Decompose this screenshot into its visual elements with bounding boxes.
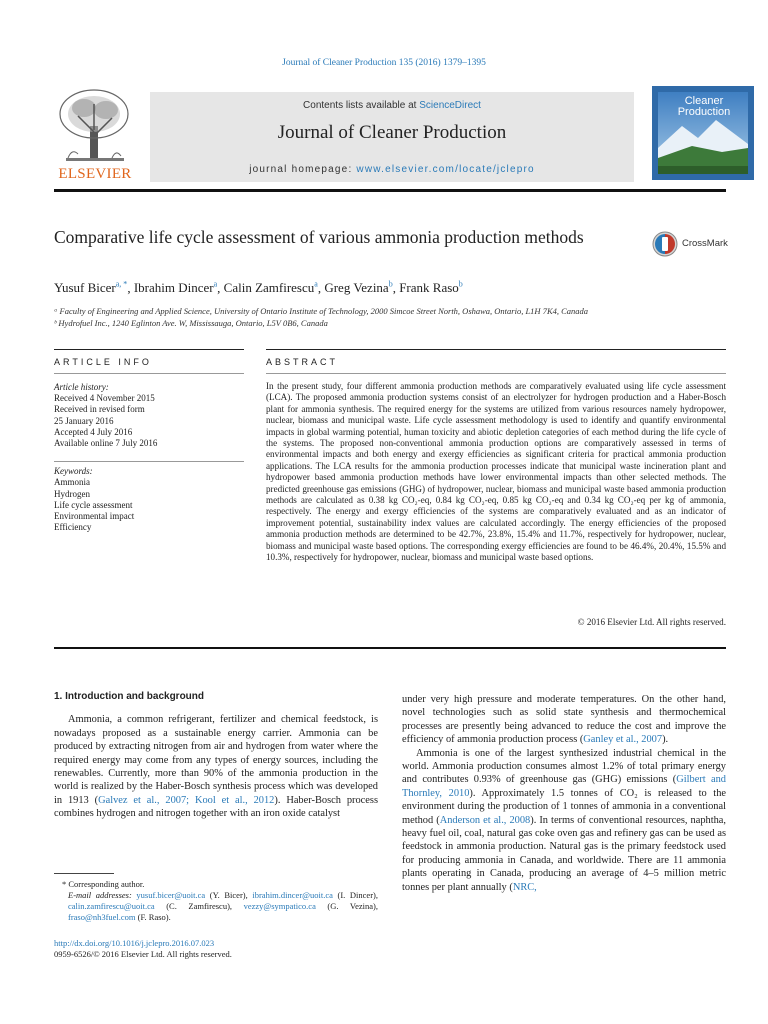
author[interactable]: Yusuf Bicer$^{a, *}$	[54, 280, 128, 296]
keyword: Life cycle assessment	[54, 499, 133, 510]
author-list: Yusuf Bicer$^{a, *}$, Ibrahim Dincer$^a$, Calin Zamfirescu$^a$, Greg Vezina$^b$, Frank Raso$^b$	[54, 280, 463, 296]
homepage-prefix: journal homepage:	[249, 164, 353, 175]
body-right-column	[402, 693, 726, 894]
journal-masthead	[54, 84, 754, 186]
history-item: 25 January 2016	[54, 415, 114, 426]
history-label: Article history:	[54, 382, 109, 392]
corresponding-author-note: * Corresponding author.	[62, 879, 145, 889]
journal-cover-image[interactable]	[652, 86, 754, 180]
publisher-name: ELSEVIER	[58, 166, 132, 182]
masthead-rule	[54, 189, 726, 192]
sciencedirect-link[interactable]: ScienceDirect	[419, 100, 481, 111]
doi-link[interactable]: http://dx.doi.org/10.1016/j.jclepro.2016.07.023	[54, 938, 215, 948]
reference-link[interactable]: Ganley et al., 2007	[583, 734, 663, 746]
cover-title-line-1: Cleaner	[684, 95, 724, 107]
email-link[interactable]: yusuf.bicer@uoit.ca	[136, 890, 206, 900]
affiliations	[54, 305, 734, 329]
abstract-copyright: © 2016 Elsevier Ltd. All rights reserved.	[577, 617, 726, 627]
email-link[interactable]: ibrahim.dincer@uoit.ca	[252, 890, 333, 900]
cover-title-line-2: Production	[677, 106, 731, 118]
history-item: Available online 7 July 2016	[54, 438, 158, 449]
email-link[interactable]: calin.zamfirescu@uoit.ca	[68, 901, 155, 911]
body-paragraph: under very high pressure and moderate temperatures. On the other hand, novel technologies such as solid state synthesis and thermochemical processes are presently being advanced to reduce the cost and improve the efficiency of ammonia production process (Ganley et al., 2007).	[402, 694, 726, 746]
abstract-heading: ABSTRACT	[266, 357, 339, 367]
tree-logo-icon	[54, 86, 136, 166]
crossmark-label: CrossMark	[682, 238, 728, 249]
journal-banner	[150, 92, 634, 182]
author[interactable]: Frank Raso$^b$	[399, 280, 463, 296]
footnotes	[54, 879, 378, 923]
history-item: Received 4 November 2015	[54, 393, 155, 404]
abstract-text: In the present study, four different ammonia production methods are comparatively evaluated using life cycle assessment (LCA). The proposed ammonia production systems consist of an electrolyzer for hydrogen production and a Haber-Bosch plant for ammonia synthesis. The required energy for the systems are utilized from various resources namely hydropower, nuclear, biomass and municipal waste. Life cycle assessment methodology is used to identify and quantify environmental impacts in global warming potential, human toxicity and abiotic depletion categories of each method during the life cycle of the systems. The proposed non-conventional ammonia production options are comparatively assessed in terms of environmental impacts and both energy and exergy efficiencies as significant criteria for practical ammonia production applications. The LCA results for the ammonia production processes indicate that municipal waste incineration plant and hydropower based ammonia production methods have lower environmental impacts than other selected methods. The predicted greenhouse gas emissions (GHG) of hydropower, nuclear, biomass and municipal waste based ammonia production methods are calculated as 0.38 kg CO₂-eq, 0.84 kg CO₂-eq, 0.85 kg CO₂-eq and 0.34 kg CO₂-eq per kg of ammonia, respectively. The energy and exergy efficiencies of the systems are comparatively evaluated and as an indicator of improvement potential, sustainability index values are calculated accordingly. The energy efficiencies of the proposed ammonia production methods are determined to be 42.7%, 23.8%, 15.4% and 11.7%, respectively for hydropower, nuclear, biomass and municipal waste based options. The corresponding exergy efficiencies are found to be 46.4%, 20.4%, 15.5% and 10.3%, respectively for hydropower, nuclear, biomass and municipal waste based options.	[266, 381, 726, 563]
journal-title: Journal of Cleaner Production	[277, 122, 507, 143]
body-paragraph: Ammonia, a common refrigerant, fertilizer and chemical feedstock, is nowadays proposed as a sustainable energy carrier. Ammonia can be produced by extracting nitrogen from air and hydrogen from water where the required energy may come from any types of energy sources, including the renewables. Currently, more than 90% of the ammonia production in the world is realized by the Haber-Bosch synthesis process which was developed in 1913 (Galvez et al., 2007; Kool et al., 2012). Haber-Bosch process combines hydrogen and nitrogen together with an iron oxide catalyst	[54, 714, 378, 820]
info-top-rule	[54, 349, 244, 350]
article-info	[54, 382, 244, 533]
reference-link[interactable]: Gilbert and Thornley, 2010	[402, 774, 726, 799]
abstract-head-rule	[266, 373, 726, 374]
history-item: Accepted 4 July 2016	[54, 426, 133, 437]
article-identifiers	[54, 938, 378, 960]
author[interactable]: Greg Vezina$^b$	[324, 280, 393, 296]
crossmark-icon	[652, 230, 678, 258]
body-left-column	[54, 690, 378, 821]
email-link[interactable]: fraso@nh3fuel.com	[68, 912, 136, 922]
keywords-block	[54, 461, 244, 533]
author[interactable]: Ibrahim Dincer$^a$	[133, 280, 218, 296]
crossmark-badge[interactable]	[652, 230, 732, 260]
email-link[interactable]: vezzy@sympatico.ca	[243, 901, 316, 911]
email-addresses: E-mail addresses: yusuf.bicer@uoit.ca (Y. Bicer), ibrahim.dincer@uoit.ca (I. Dincer), calin.zamfirescu@uoit.ca (C. Zamfirescu), vezzy@sympatico.ca (G. Vezina), fraso@nh3fuel.com (F. Raso).	[68, 890, 378, 922]
keywords-label: Keywords:	[54, 466, 93, 477]
reference-link[interactable]: Anderson et al., 2008	[439, 814, 531, 826]
abstract-top-rule	[266, 349, 726, 350]
affiliation-a: ᵃ Faculty of Engineering and Applied Science, University of Ontario Institute of Technology, 2000 Simcoe Street North, Oshawa, Ontario, L1H 7K4, Canada	[54, 306, 589, 316]
keyword: Environmental impact	[54, 511, 135, 522]
footnote-rule	[54, 873, 114, 874]
reference-link[interactable]: Galvez et al., 2007; Kool et al., 2012	[98, 794, 275, 806]
reference-link[interactable]: NRC,	[512, 881, 537, 893]
article-info-heading: ARTICLE INFO	[54, 357, 152, 367]
issn-line: 0959-6526/© 2016 Elsevier Ltd. All rights reserved.	[54, 949, 232, 959]
affiliation-b: ᵇ Hydrofuel Inc., 1240 Eglinton Ave. W, Mississauga, Ontario, L5V 0B6, Canada	[54, 318, 328, 328]
article-title: Comparative life cycle assessment of various ammonia production methods	[54, 227, 584, 247]
abstract-bottom-rule	[54, 647, 726, 649]
keyword: Efficiency	[54, 522, 92, 533]
author[interactable]: Calin Zamfirescu$^a$	[223, 280, 318, 296]
elsevier-tree-logo[interactable]	[54, 86, 136, 182]
keyword: Ammonia	[54, 477, 90, 488]
journal-homepage-line	[150, 164, 634, 175]
journal-homepage-link[interactable]: www.elsevier.com/locate/jclepro	[356, 164, 535, 175]
contents-line	[150, 100, 634, 111]
body-paragraph: Ammonia is one of the largest synthesized industrial chemical in the world. Ammonia production consumes almost 1.2% of total primary energy and contributes 0.93% of greenhouse gas (GHG) emissions (Gilbert and Thornley, 2010). Approximately 1.5 tonnes of CO₂ is released to the environment during the production of 1 tonnes of ammonia in a conventional method (Anderson et al., 2008). In terms of conventional resources, naphtha, heavy fuel oil, coal, natural gas coke oven gas and refinery gas can be used as feedstock in ammonia production. Natural gas is the primary feedstock used for producing ammonia in Canada, and worldwide. There are 11 ammonia plants operating in Canada, producing an average of 4–5 million metric tonnes per plant annually (NRC,	[402, 747, 727, 893]
info-head-rule	[54, 373, 244, 374]
contents-prefix: Contents lists available at	[303, 100, 417, 111]
keyword: Hydrogen	[54, 488, 90, 499]
section-heading: 1. Introduction and background	[54, 691, 204, 702]
journal-citation[interactable]: Journal of Cleaner Production 135 (2016) 1379–1395	[282, 58, 486, 68]
history-item: Received in revised form	[54, 404, 145, 415]
